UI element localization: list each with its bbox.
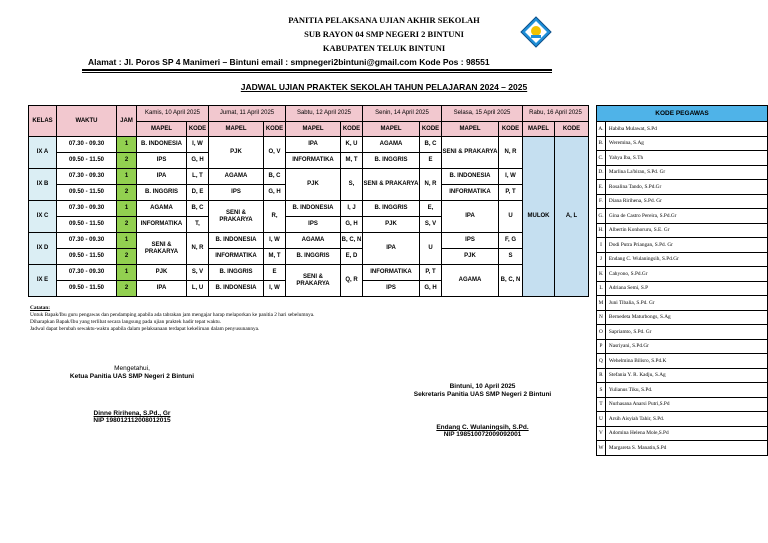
subject-cell: INFORMATIKA [286,153,341,169]
code-cell: E [264,265,286,281]
staff-code-letter: I [597,238,606,253]
subject-cell: SENI & PRAKARYA [137,233,187,265]
sign-left-line2: Ketua Panitia UAS SMP Negeri 2 Bintuni [69,373,195,381]
subject-cell: IPS [363,281,420,297]
day-header-4: Senin, 14 April 2025 [363,106,442,122]
code-cell: O, V [264,137,286,169]
col-mapel: MAPEL [137,122,187,137]
staff-code-letter: R [597,368,606,383]
subject-cell: PJK [137,265,187,281]
time-cell: 09.50 - 11.50 [57,153,117,169]
header-line-3: KABUPATEN TELUK BINTUNI [322,43,446,53]
staff-code-letter: F. [597,194,606,209]
staff-name: Cahyono, S.Pd.Gr [605,267,767,282]
notes-line: Untuk Bapak/Ibu guru pengawas dan pendamping apabila ada tabrakan jam mengajar harap melaporkan ke panitia 2 hari sebelumnya. [30,312,315,319]
jam-cell: 2 [117,185,137,201]
subject-cell: IPA [137,281,187,297]
code-cell: K, U [341,137,363,153]
subject-cell: IPA [442,201,499,233]
staff-name: Adriana Semi, S.P [605,281,767,296]
code-cell: E [420,153,442,169]
subject-cell: IPA [363,233,420,265]
code-cell: E, [420,201,442,217]
time-cell: 07.30 - 09.30 [57,137,117,153]
staff-code-letter: B. [597,136,606,151]
code-cell: I, J [341,201,363,217]
subject-cell-mulok: MULOK [523,137,555,297]
staff-code-letter: Q [597,354,606,369]
col-mapel: MAPEL [442,122,499,137]
subject-cell: AGAMA [137,201,187,217]
subject-cell: IPA [137,169,187,185]
staff-name: Diana Ririhena, S.Pd. Gr [605,194,767,209]
subject-cell: SENI & PRAKARYA [363,169,420,201]
sign-right-name: Endang C. Wulaningsih, S.Pd. [436,423,529,431]
staff-name: Nasriyani, S.Pd.Gr [605,339,767,354]
staff-code-letter: J [597,252,606,267]
col-mapel: MAPEL [363,122,420,137]
subject-cell: B. INDONESIA [209,281,264,297]
code-cell: L, T [187,169,209,185]
sign-right-line1: Bintuni, 10 April 2025 [449,383,516,390]
time-cell: 07.30 - 09.30 [57,265,117,281]
staff-name: Bernedeta Maturbongs, S.Ag [605,310,767,325]
staff-name: Rosalina Tando, S.Pd.Gr [605,180,767,195]
staff-code-letter: L [597,281,606,296]
staff-name: Nurhasana Anarsi Putri,S.Pd [605,397,767,412]
subject-cell: IPS [137,153,187,169]
subject-cell: INFORMATIKA [137,217,187,233]
code-cell: I, W [187,137,209,153]
subject-cell: B. INGGRIS [363,153,420,169]
staff-name: Albertin Konhoruru, S.E. Gr [605,223,767,238]
code-cell: N, R [420,169,442,201]
subject-cell: B. INGGRIS [137,185,187,201]
class-label: IX D [29,233,57,265]
day-header-2: Jumat, 11 April 2025 [209,106,286,122]
code-cell: S, V [420,217,442,233]
col-kode: KODE [555,122,589,137]
code-cell: Q, R [341,265,363,297]
staff-name: Yulianus Tiku, S.Pd. [605,383,767,398]
staff-name: Wehelmina Bilisro, S.Pd.K [605,354,767,369]
code-cell: M, T [341,153,363,169]
staff-name: Margareta S. Manatin,S.Pd [605,441,767,456]
col-kode: KODE [420,122,442,137]
staff-name: Arsih Aisyiah Tahir, S.Pd. [605,412,767,427]
code-cell: I, W [264,281,286,297]
staff-code-letter: C. [597,151,606,166]
subject-cell: IPS [286,217,341,233]
staff-name: Stefania Y. R. Kadju, S.Ag [605,368,767,383]
subject-cell: B. INDONESIA [137,137,187,153]
jam-cell: 1 [117,137,137,153]
subject-cell: INFORMATIKA [442,185,499,201]
header-line-1: PANITIA PELAKSANA UJIAN AKHIR SEKOLAH [288,15,480,25]
code-cell: B, C, N [341,233,363,249]
code-cell: R, [264,201,286,233]
subject-cell: B. INGGRIS [363,201,420,217]
staff-name: Gina de Castro Pereira, S.Pd.Gr [605,209,767,224]
class-label: IX B [29,169,57,201]
code-cell: B, C [187,201,209,217]
class-label: IX C [29,201,57,233]
subject-cell: AGAMA [286,233,341,249]
sign-right-line2: Sekretaris Panitia UAS SMP Negeri 2 Bintuni [413,391,552,399]
code-cell: E, D [341,249,363,265]
code-cell: B, C [420,137,442,153]
staff-code-letter: D. [597,165,606,180]
subject-cell: INFORMATIKA [209,249,264,265]
staff-code-table [596,105,768,456]
col-kode: KODE [499,122,523,137]
staff-code-letter: P [597,339,606,354]
header-kelas: KELAS [29,106,57,137]
subject-cell: PJK [442,249,499,265]
header-jam: JAM [117,106,137,137]
subject-cell: SENI & PRAKARYA [209,201,264,233]
jam-cell: 1 [117,265,137,281]
signature-right [400,383,565,440]
staff-code-letter: G. [597,209,606,224]
code-cell: N, R [499,137,523,169]
header-rule [82,69,552,71]
code-cell: L, U [187,281,209,297]
jam-cell: 2 [117,249,137,265]
code-cell: U [420,233,442,265]
staff-code-letter: U [597,412,606,427]
sign-left-line1: Mengetahui, [114,365,150,372]
code-cell: U [499,201,523,233]
code-cell-mulok: A, L [555,137,589,297]
time-cell: 09.50 - 11.50 [57,281,117,297]
staff-code-letter: T [597,397,606,412]
notes-title: Catatan: [30,305,51,311]
day-header-1: Kamis, 10 April 2025 [137,106,209,122]
code-cell: G, H [264,185,286,201]
subject-cell: PJK [209,137,264,169]
notes-line: Jadwal dapat berubah sewaktu-waktu apabila dalam pelaksanaan terdapat kekeliruan dalam penyusunannya. [30,326,260,333]
col-kode: KODE [187,122,209,137]
day-header-6: Rabu, 16 April 2025 [523,106,589,122]
col-kode: KODE [341,122,363,137]
staff-code-letter: N [597,310,606,325]
code-cell: P, T [420,265,442,281]
staff-code-letter: O [597,325,606,340]
staff-name: Endang C. Wulaningsih, S.Pd.Gr [605,252,767,267]
code-cell: G, H [187,153,209,169]
staff-name: Marlina La'biran, S.Pd. Gr [605,165,767,180]
subject-cell: B. INDONESIA [442,169,499,185]
code-cell: G, H [420,281,442,297]
school-logo-icon [520,16,552,48]
subject-cell: AGAMA [363,137,420,153]
time-cell: 07.30 - 09.30 [57,233,117,249]
staff-code-letter: W [597,441,606,456]
staff-code-letter: V [597,426,606,441]
col-mapel: MAPEL [209,122,264,137]
sign-right-nip: NIP 198510072009092001 [443,431,522,439]
code-cell: M, T [264,249,286,265]
code-cell: S, V [187,265,209,281]
signature-left [52,365,212,426]
time-cell: 07.30 - 09.30 [57,201,117,217]
notes-line: Diharapkan Bapak/Ibu yang terlibat secara langsung pada ujian praktek hadir tepat waktu. [30,319,221,326]
day-header-5: Selasa, 15 April 2025 [442,106,523,122]
header-rule-thin [82,72,552,73]
day-header-3: Sabtu, 12 April 2025 [286,106,363,122]
subject-cell: IPS [442,233,499,249]
staff-code-letter: E. [597,180,606,195]
subject-cell: SENI & PRAKARYA [286,265,341,297]
code-cell: G, H [341,217,363,233]
staff-code-letter: M [597,296,606,311]
time-cell: 07.30 - 09.30 [57,169,117,185]
time-cell: 09.50 - 11.50 [57,185,117,201]
subject-cell: AGAMA [209,169,264,185]
jam-cell: 1 [117,201,137,217]
col-mapel: MAPEL [523,122,555,137]
sign-left-name: Dinne Ririhena, S.Pd., Gr [93,409,171,417]
jam-cell: 2 [117,217,137,233]
code-cell: D, E [187,185,209,201]
subject-cell: AGAMA [442,265,499,297]
staff-code-letter: S [597,383,606,398]
col-mapel: MAPEL [286,122,341,137]
subject-cell: B. INDONESIA [286,201,341,217]
staff-code-title: KODE PEGAWAS [597,106,768,122]
staff-name: Habiba Mulawat, S.Pd [605,122,767,137]
jam-cell: 1 [117,233,137,249]
code-cell: F, G [499,233,523,249]
subject-cell: IPA [286,137,341,153]
class-label: IX A [29,137,57,169]
code-cell: B, C [264,169,286,185]
header-address: Alamat : Jl. Poros SP 4 Manimeri – Bintuni email : smpnegeri2bintuni@gmail.com Kode Pos : 98551 [88,57,490,67]
staff-name: Dodi Putra Priangan, S.Pd. Gr [605,238,767,253]
subject-cell: PJK [286,169,341,201]
code-cell: B, C, N [499,265,523,297]
staff-code-letter: K [597,267,606,282]
staff-name: Sapriamto, S.Pd. Gr [605,325,767,340]
code-cell: I, W [499,169,523,185]
header-waktu: WAKTU [57,106,117,137]
subject-cell: INFORMATIKA [363,265,420,281]
class-label: IX E [29,265,57,297]
subject-cell: IPS [209,185,264,201]
subject-cell: SENI & PRAKARYA [442,137,499,169]
staff-name: Yahya Iba, S.Th [605,151,767,166]
notes [30,305,314,334]
staff-code-letter: A. [597,122,606,137]
code-cell: P, T [499,185,523,201]
subject-cell: B. INGGRIS [286,249,341,265]
subject-cell: PJK [363,217,420,233]
staff-name: Juni Tibalia, S.Pd. Gr [605,296,767,311]
col-kode: KODE [264,122,286,137]
subject-cell: B. INDONESIA [209,233,264,249]
code-cell: T, [187,217,209,233]
staff-name: Weremina, S.Ag [605,136,767,151]
subject-cell: B. INGGRIS [209,265,264,281]
code-cell: N, R [187,233,209,265]
schedule-title: JADWAL UJIAN PRAKTEK SEKOLAH TAHUN PELAJARAN 2024 – 2025 [240,82,528,92]
time-cell: 09.50 - 11.50 [57,249,117,265]
sign-left-nip: NIP 198012112008012015 [93,417,171,425]
code-cell: S, [341,169,363,201]
header-line-2: SUB RAYON 04 SMP NEGERI 2 BINTUNI [304,29,464,39]
jam-cell: 2 [117,281,137,297]
schedule-table [28,105,589,297]
code-cell: I, W [264,233,286,249]
staff-name: Adomina Helena Mole,S.Pd [605,426,767,441]
time-cell: 09.50 - 11.50 [57,217,117,233]
code-cell: S [499,249,523,265]
staff-code-letter: H. [597,223,606,238]
jam-cell: 1 [117,169,137,185]
jam-cell: 2 [117,153,137,169]
